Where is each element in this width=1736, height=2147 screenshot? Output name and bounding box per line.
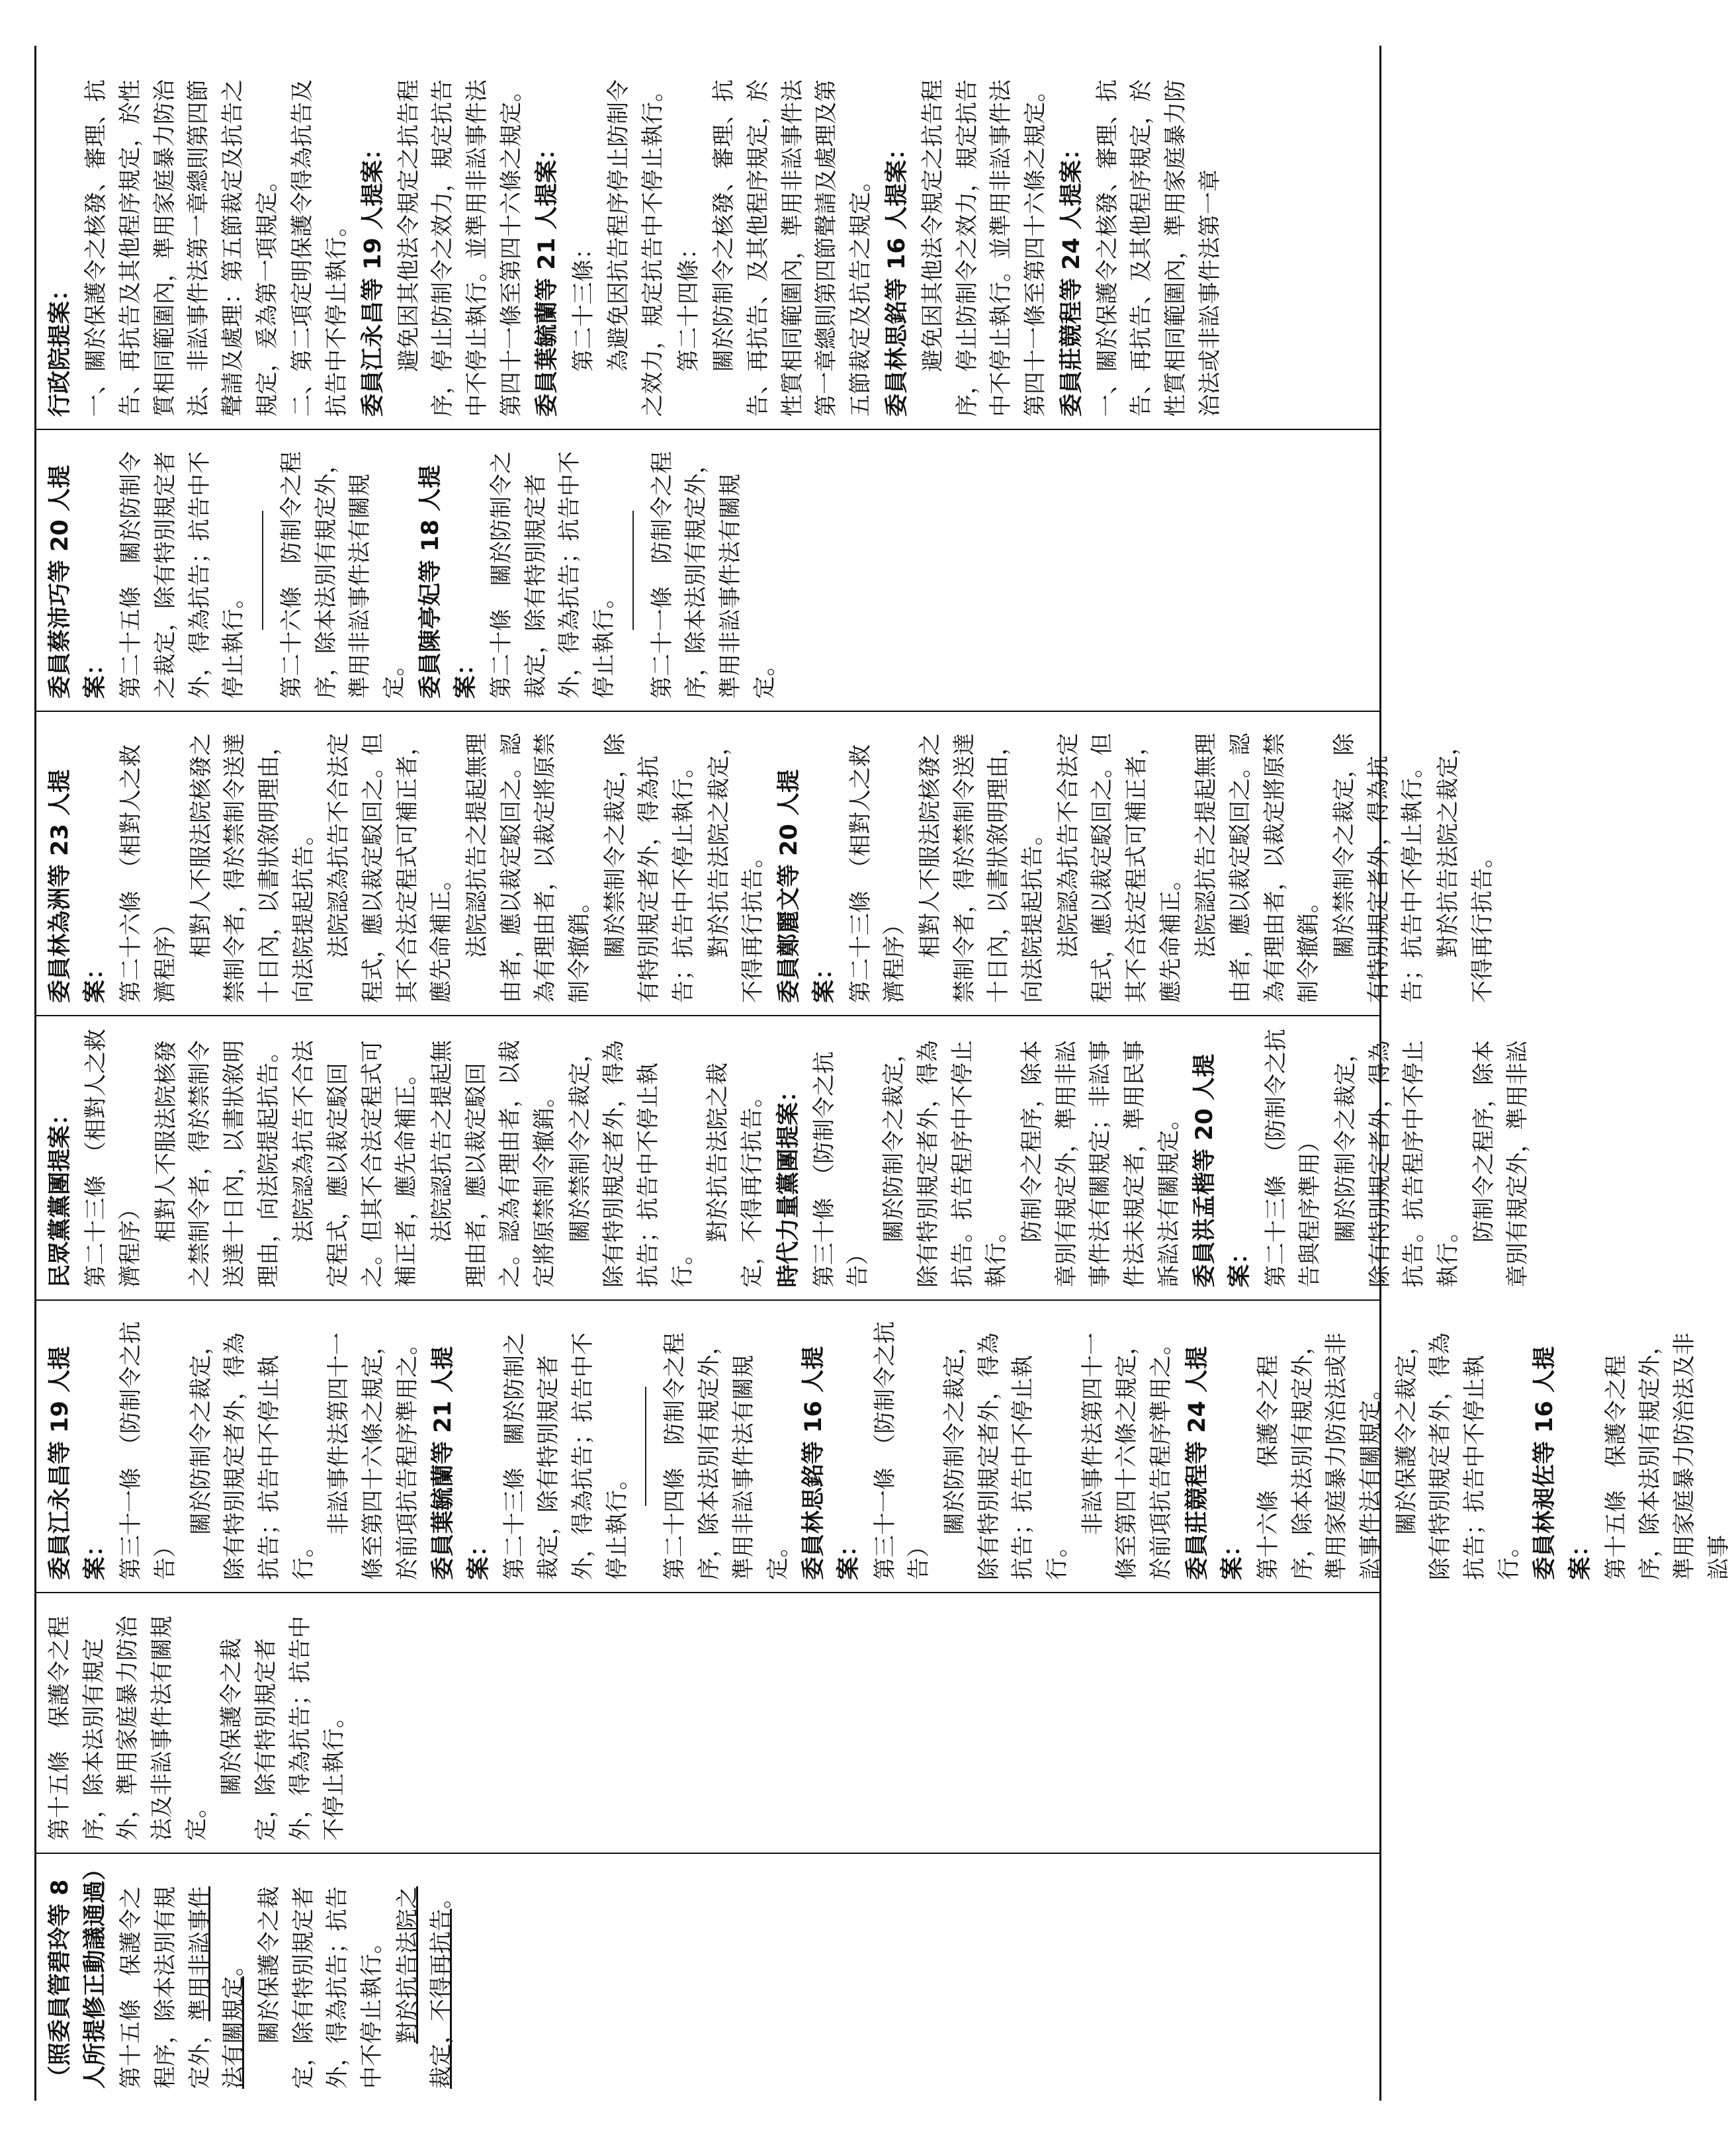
explanation-article-label: 第二十三條： <box>570 237 597 372</box>
proposal-article: 第二十六條 防制令之程序，除本法別有規定外，準用非訟事件法有關規定。 <box>279 451 408 699</box>
proposal-heading: 委員林為洲等 23 人提案： <box>47 769 109 1003</box>
proposal-paragraph: 關於禁制令之裁定，除有特別規定者外，得為抗告；抗告中不停止執行。 <box>566 1040 696 1288</box>
explanation-heading: 委員江永昌等 19 人提案： <box>359 136 386 417</box>
proposal-heading: 委員林思銘等 16 人提案： <box>801 1346 863 1580</box>
explanation-paragraph: 為避免因抗告程序停止防制令之效力，規定抗告中不停止執行。 <box>605 79 666 417</box>
proposal-heading: 時代力量黨團提案： <box>775 1078 802 1288</box>
column-continued-proposal <box>36 1592 1379 1853</box>
proposal-paragraph: 法院認抗告之提起無理由者，應以裁定駁回之。認為有理由者，以裁定將原禁制令撤銷。 <box>428 1040 558 1288</box>
divider <box>262 511 263 630</box>
proposal-paragraph: 關於保護令之裁定，除有特別規定者外，得為抗告；抗告中不停止執行。 <box>1393 1333 1522 1580</box>
proposal-heading: 民眾黨黨團提案： <box>47 1102 73 1288</box>
explanation-heading: 委員林思銘等 16 人提案： <box>883 136 910 417</box>
proposal-paragraph: 相對人不服法院核發之禁制令者，得於禁制令送達十日內，以書狀敘明理由，向法院提起抗告。 <box>916 733 1046 1003</box>
explanation-paragraph: 一、關於保護令之核發、審理、抗告、再抗告、及其他程序規定，於性質相同範圍內，準用家庭暴力防治法或非訟事件法第一章 <box>1094 79 1223 417</box>
proposal-article: 第三十一條 （防制令之抗告） <box>118 1321 179 1580</box>
proposal-article: 第二十三條 （防制令之抗告與程序準用） <box>1262 1029 1324 1288</box>
proposal-paragraph: 非訟事件法第四十一條至第四十六條之規定，於前項抗告程序準用之。 <box>326 1333 421 1580</box>
proposal-paragraph: 關於防制令之裁定，除有特別規定者外，得為抗告；抗告中不停止執行。 <box>187 1333 317 1580</box>
proposal-heading: 委員洪孟楷等 20 人提案： <box>1192 1053 1254 1288</box>
proposal-paragraph: 法院認為抗告不合法定程式，應以裁定駁回之。但其不合法定程式可補正者，應先命補正。 <box>1055 733 1184 1003</box>
proposal-article: 第十六條 保護令之程序，除本法別有規定外，準用家庭暴力防治法或非訟事件法有關規定。 <box>1254 1333 1384 1580</box>
proposal-article: 第二十三條 （相對人之救濟程序） <box>83 1029 144 1288</box>
proposal-article: 第二十三條 （相對人之救濟程序） <box>847 744 908 1003</box>
proposal-article: 第二十五條 關於防制令之裁定，除有特別規定者外，得為抗告；抗告中不停止執行。 <box>118 451 247 699</box>
proposal-paragraph: 關於防制令之裁定，除有特別規定者外，得為抗告；抗告中不停止執行。 <box>941 1333 1070 1580</box>
column-adopted-text <box>36 1853 1379 2101</box>
proposal-article: 第二十一條 防制令之程序，除本法別有規定外，準用非訟事件法有關規定。 <box>648 451 778 699</box>
column-proposals-b <box>36 1015 1532 1299</box>
proposal-paragraph: 相對人不服法院核發之禁制令者，得於禁制令送達十日內，以書狀敘明理由，向法院提起抗告。 <box>187 733 317 1003</box>
adopted-heading: （照委員管碧玲等 8 人所提修正動議通過） <box>47 1857 109 2089</box>
explanation-paragraph: 一、關於保護令之核發、審理、抗告、再抗告及其他程序規定，於性質相同範圍內，準用家庭暴力防治法、非訟事件法第一章總則第四節聲請及處理：第五節裁定及抗告之規定，爰為第一項規定。 <box>83 79 281 417</box>
proposal-article: 第三十條 （防制令之抗告） <box>810 1051 872 1288</box>
explanation-heading: 行政院提案： <box>47 277 73 417</box>
column-proposals-c <box>36 711 1496 1015</box>
adopted-article-15-text: 第十五條 保護令之程序，除本法別有規定外， <box>118 1886 213 2089</box>
proposal-paragraph: 防制令之程序，除本章別有規定外，準用非訟事件法有關規定；非訟事件法未規定者，準用民事訴訟法有關規定。 <box>1018 1040 1182 1288</box>
proposal-heading: 委員葉毓蘭等 21 人提案： <box>430 1346 492 1580</box>
proposal-paragraph: 對於抗告法院之裁定，不得再行抗告。 <box>705 733 767 1003</box>
proposal-heading: 委員莊競程等 24 人提案： <box>1184 1346 1246 1580</box>
proposal-paragraph: 法院認抗告之提起無理由者，應以裁定駁回之。認為有理由者，以裁定將原禁制令撤銷。 <box>1193 733 1323 1003</box>
proposal-paragraph: 關於禁制令之裁定，除有特別規定者外，得為抗告；抗告中不停止執行。 <box>1330 733 1426 1003</box>
explanation-article-label: 第二十四條： <box>675 237 702 372</box>
adopted-article-15-para3-end: 。 <box>428 1886 455 1909</box>
proposal-article: 第三十一條 （防制令之抗告） <box>871 1321 933 1580</box>
explanation-paragraph: 避免因其他法令規定之抗告程序，停止防制令之效力，規定抗告中不停止執行。並準用非訟事件法第四十一條至第四十六條之規定。 <box>395 79 525 417</box>
explanation-paragraph: 關於防制令之核發、審理、抗告、再抗告、及其他程序規定，於性質相同範圍內，準用非訟事件法第一章總則第四節聲請及處理及第五節裁定及抗告之規定。 <box>711 79 874 417</box>
proposal-paragraph: 對於抗告法院之裁定，不得再行抗告。 <box>705 1063 765 1288</box>
adopted-article-15-underlined: 準用非訟事件法有關規定 <box>186 1886 247 2089</box>
proposal-article: 第二十三條 關於防制之裁定，除有特別規定者外，得為抗告；抗告中不停止執行。 <box>501 1333 630 1580</box>
column-proposals-a <box>36 1299 1732 1592</box>
adopted-article-15-end: 。 <box>220 1954 247 1976</box>
proposal-paragraph: 法院認抗告之提起無理由者，應以裁定駁回之。認為有理由者，以裁定將原禁制令撤銷。 <box>464 733 593 1003</box>
column-explanations <box>36 46 1379 429</box>
comparison-table <box>34 46 1732 2101</box>
proposal-paragraph: 防制令之程序，除本章別有規定外，準用非訟 <box>1470 1040 1532 1288</box>
proposal-paragraph: 相對人不服法院核發之禁制令者，得於禁制令送達十日內，以書狀敘明理由，向法院提起抗告。 <box>152 1040 282 1288</box>
proposal-paragraph: 關於禁制令之裁定，除有特別規定者外，得為抗告；抗告中不停止執行。 <box>601 733 697 1003</box>
proposal-paragraph: 非訟事件法第四十一條至第四十六條之規定，於前項抗告程序準用之。 <box>1079 1333 1174 1580</box>
proposal-paragraph: 關於防制令之裁定，除有特別規定者外，得為抗告。抗告程序中不停止執行。 <box>881 1040 1010 1288</box>
proposal-heading: 委員蔡沛巧等 20 人提案： <box>47 464 109 699</box>
adopted-article-15-para3-underlined: 對於抗告法院之裁定，不得再抗告 <box>394 1886 455 2089</box>
explanation-heading: 委員葉毓蘭等 21 人提案： <box>534 136 561 417</box>
adopted-article-15-para3 <box>391 1866 459 2089</box>
proposal-heading: 委員鄭麗文等 20 人提案： <box>776 769 838 1003</box>
explanation-paragraph: 避免因其他法令規定之抗告程序，停止防制令之效力，規定抗告中不停止執行。並準用非訟事件法第四十一條至第四十六條之規定。 <box>919 79 1049 417</box>
divider <box>632 511 634 630</box>
continued-article-15-para2: 關於保護令之裁定，除有特別規定者外，得為抗告；抗告中不停止執行。 <box>218 1616 348 1841</box>
proposal-heading: 委員陳亭妃等 18 人提案： <box>417 464 479 699</box>
proposal-article: 第二十四條 防制令之程序，除本法別有規定外，準用非訟事件法有關規定。 <box>662 1333 791 1580</box>
proposal-article: 第二十六條 （相對人之救濟程序） <box>118 744 179 1003</box>
proposal-paragraph: 關於防制令之裁定，除有特別規定者外，得為抗告。抗告程序中不停止執行。 <box>1332 1040 1461 1288</box>
proposal-paragraph: 法院認為抗告不合法定程式，應以裁定駁回之。但其不合法定程式可補正者，應先命補正。 <box>290 1040 420 1288</box>
explanation-heading: 委員莊競程等 24 人提案： <box>1058 136 1085 417</box>
proposal-paragraph: 對於抗告法院之裁定，不得再行抗告。 <box>1434 733 1496 1003</box>
explanation-paragraph: 二、第二項定明保護令得為抗告及抗告中不停止執行。 <box>289 79 350 417</box>
proposal-article: 第十五條 保護令之程序，除本法別有規定外，準用家庭暴力防治法及非訟事 <box>1602 1333 1732 1580</box>
divider <box>645 1387 646 1506</box>
proposal-article: 第二十條 關於防制令之裁定，除有特別規定者外，得為抗告；抗告中不停止執行。 <box>488 451 618 699</box>
adopted-article-15 <box>114 1866 251 2089</box>
continued-article-15: 第十五條 保護令之程序，除本法別有規定外，準用家庭暴力防治法及非訟事件法有關規定。 <box>46 1616 210 1841</box>
proposal-heading: 委員林昶佐等 16 人提案： <box>1532 1346 1594 1580</box>
proposal-heading: 委員江永昌等 19 人提案： <box>47 1346 109 1580</box>
adopted-article-15-para2: 關於保護令之裁定，除有特別規定者外，得為抗告；抗告中不停止執行。 <box>256 1886 386 2089</box>
column-proposals-d <box>36 429 1379 711</box>
proposal-paragraph: 法院認為抗告不合法定程式，應以裁定駁回之。但其不合法定程式可補正者，應先命補正。 <box>326 733 455 1003</box>
